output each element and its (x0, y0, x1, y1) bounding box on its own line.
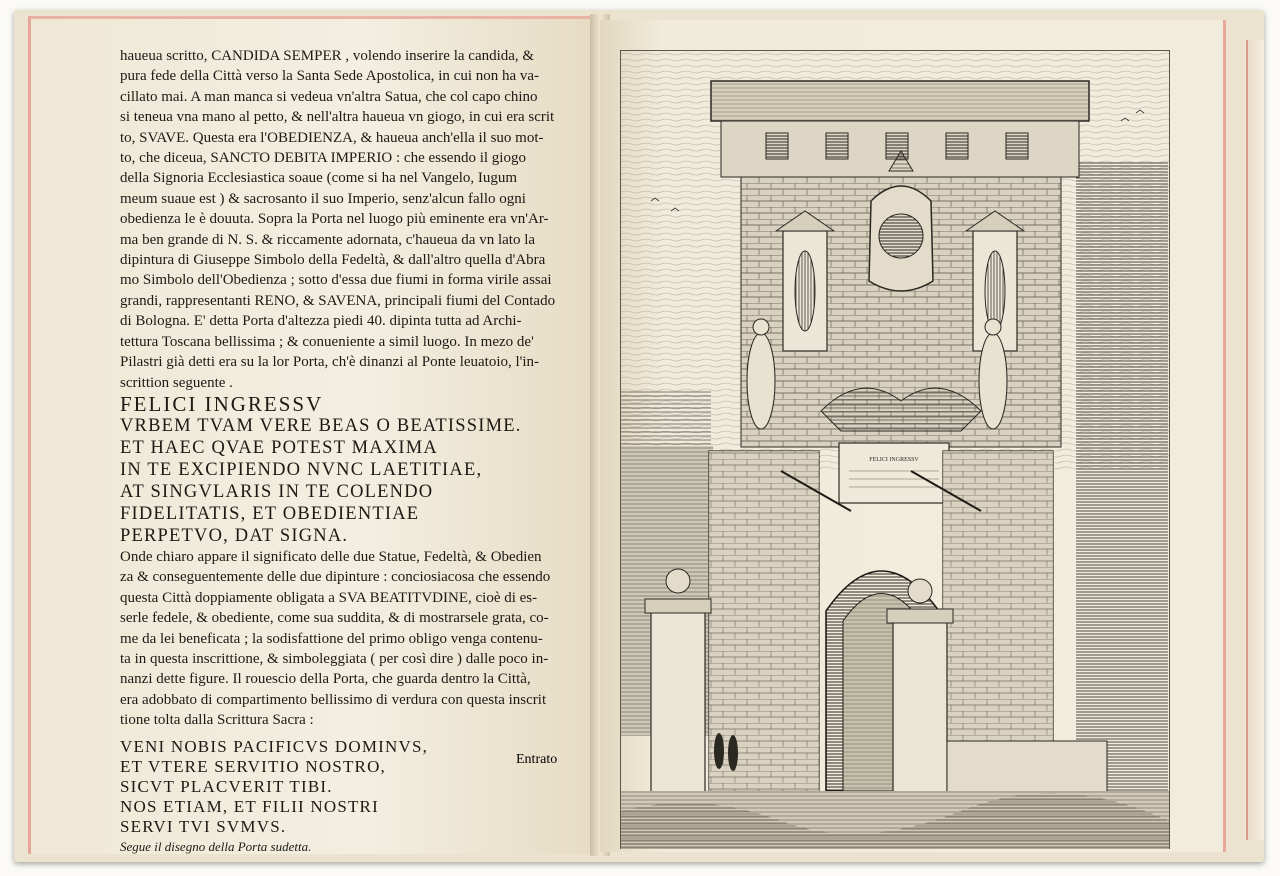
text-line: tione tolta dalla Scrittura Sacra : (120, 712, 314, 729)
text-line: questa Città doppiamente obligata a SVA BEATITVDINE, cioè di es- (120, 589, 538, 606)
text-line: ET HAEC QVAE POTEST MAXIMA (120, 437, 438, 458)
inscription-plaque (839, 443, 949, 503)
niche-left (776, 211, 834, 351)
text-line: ta in questa inscrittione, & simboleggiata ( per così dire ) dalle poco in- (120, 650, 549, 667)
ground (621, 791, 1169, 849)
text-line: si teneua vna mano al petto, & nell'altra haueua vn giogo, in cui era scrit (120, 109, 555, 126)
paragraph-1 (120, 46, 596, 393)
side-building-right (1076, 161, 1168, 801)
gate-engraving (621, 51, 1169, 849)
pilaster-left (709, 451, 819, 791)
text-line: meum suaue est ) & sacrosanto il suo Imperio, senz'alcun fallo ogni (120, 190, 526, 207)
page-edges (1246, 40, 1264, 840)
text-line: to, SVAVE. Questa era l'OBEDIENZA, & haueua anch'ella il suo mot- (120, 129, 544, 146)
text-line: Onde chiaro appare il significato delle due Statue, Fedeltà, & Obedien (120, 548, 542, 565)
left-page (28, 16, 594, 854)
text-line: pura fede della Città verso la Santa Sede Apostolica, in cui non ha va- (120, 68, 540, 85)
engraving-frame (620, 50, 1170, 849)
text-line: PERPETVO, DAT SIGNA. (120, 525, 349, 546)
text-line: era adobbato di compartimento bellissimo di verdura con questa inscrit (120, 691, 547, 708)
text-line: SICVT PLACVERIT TIBI. (120, 776, 333, 796)
catchword: Entrato (516, 752, 558, 767)
text-line: ET VTERE SERVITIO NOSTRO, (120, 756, 387, 776)
paragraph-2 (120, 547, 596, 731)
text-line: tettura Toscana bellissima ; & conueniente a simil luogo. In mezo de' (120, 333, 534, 350)
figure-caption: Segue il disegno della Porta sudetta. (120, 838, 312, 854)
text-line: VRBEM TVAM VERE BEAS O BEATISSIME. (120, 415, 522, 436)
text-line: nanzi dette figure. Il rouescio della Porta, che guarda dentro la Città, (120, 671, 531, 688)
text-line: cillato mai. A man manca si vedeua vn'altra Satua, che col capo chino (120, 88, 538, 105)
text-line: haueua scritto, CANDIDA SEMPER , volendo inserire la candida, & (120, 48, 535, 64)
plaque-text: FELICI INGRESSV (869, 457, 919, 463)
text-line: AT SINGVLARIS IN TE COLENDO (120, 481, 434, 502)
gate-post-left (645, 569, 711, 801)
text-line: obedienza le è douuta. Sopra la Porta nel luogo più eminente era vn'Ar- (120, 211, 549, 228)
pilaster-right (943, 451, 1053, 791)
text-line: Pilastri già detti era su la lor Porta, ch'è dinanzi al Ponte leuatoio, l'in- (120, 354, 540, 371)
text-line: dipintura di Giuseppe Simbolo della Fedeltà, & dall'altro quella d'Abra (120, 252, 546, 269)
text-line: della Signoria Ecclesiastica soaue (come si ha nel Vangelo, Iugum (120, 170, 518, 187)
text-line: di Bologna. E' detta Porta d'altezza piedi 40. dipinta tutta ad Archi- (120, 313, 522, 330)
text-line: grandi, rappresentanti RENO, & SAVENA, principali fiumi del Contado (120, 292, 556, 309)
text-line: FIDELITATIS, ET OBEDIENTIAE (120, 503, 420, 524)
text-line: serle fedele, & obediente, come sua suddita, & di mostrarsele grata, co- (120, 610, 549, 627)
text-line: me da lei beneficata ; la sodisfattione del primo obligo venga contenu- (120, 630, 543, 647)
text-line: FELICI INGRESSV (120, 391, 324, 416)
text-line: VENI NOBIS PACIFICVS DOMINVS, (120, 736, 429, 756)
text-line: za & conseguentemente delle due dipinture : conciosiacosa che essendo (120, 569, 551, 586)
cornice-shade (711, 81, 1089, 121)
left-page-text (120, 46, 596, 857)
text-line: IN TE EXCIPIENDO NVNC LAETITIAE, (120, 459, 483, 480)
text-line: ma ben grande di N. S. & riccamente adornata, c'haueua da vn lato la (120, 231, 536, 248)
text-line: scrittion seguente . (120, 374, 233, 391)
text-line: SERVI TVI SVMVS. (120, 816, 287, 836)
inscription-felici-ingressu (120, 393, 596, 547)
text-line: to, che diceua, SANCTO DEBITA IMPERIO : che essendo il giogo (120, 150, 526, 167)
text-line: mo Simbolo dell'Obedienza ; sotto d'essa due fiumi in forma virile assai (120, 272, 552, 289)
gate-post-right (887, 579, 953, 801)
text-line: NOS ETIAM, ET FILII NOSTRI (120, 796, 379, 816)
